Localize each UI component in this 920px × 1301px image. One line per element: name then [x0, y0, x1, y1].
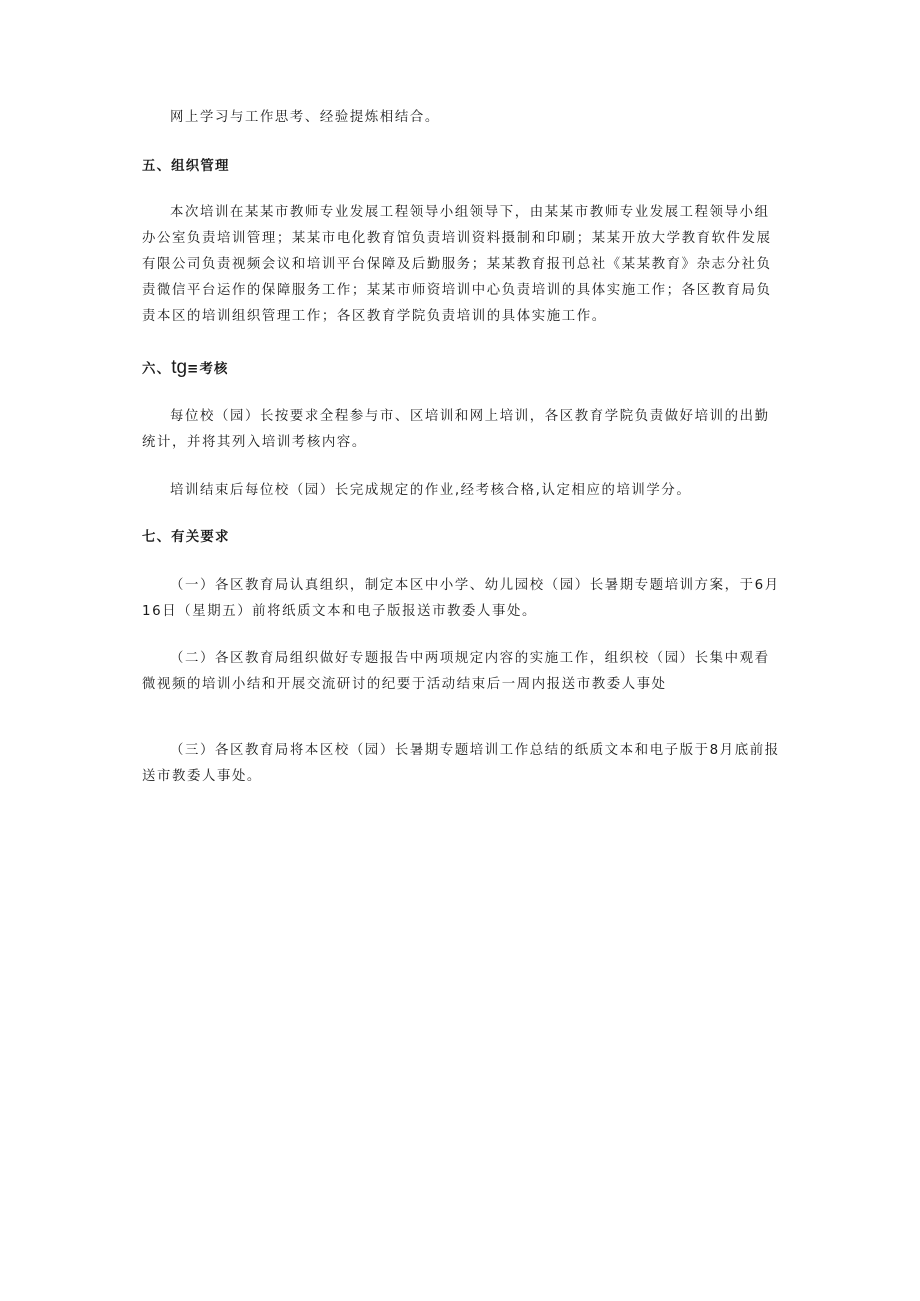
section-7-paragraph-2: （二）各区教育局组织做好专题报告中两项规定内容的实施工作，组织校（园）长集中观看微视频的培训小结和开展交流研讨的纪要于活动结束后一周内报送市教委人事处 [142, 651, 770, 692]
section-6-heading [142, 355, 782, 383]
section-6-heading-odd-glyphs: tg [171, 357, 188, 378]
section-6-heading-prefix: 六、 [142, 362, 172, 377]
section-5-paragraph-1: 本次培训在某某市教师专业发展工程领导小组领导下，由某某市教师专业发展工程领导小组办公室负责培训管理；某某市电化教育馆负责培训资料摄制和印刷；某某开放大学教育软件发展有限公司负责视频会议和培训平台保障及后勤服务；某某教育报刊总社《某某教育》杂志分社负责微信平台运作的保障服务工作；某某市师资培训中心负责培训的具体实施工作；各区教育局负责本区的培训组织管理工作；各区教育学院负责培训的具体实施工作。 [142, 205, 772, 324]
section-7-paragraph-1: （一）各区教育局认真组织，制定本区中小学、幼儿园校（园）长暑期专题培训方案，于6月16日（星期五）前将纸质文本和电子版报送市教委人事处。 [142, 578, 780, 619]
section-6-heading-suffix: 考核 [199, 362, 229, 377]
section-6-heading-mid: ≡ [187, 362, 200, 377]
section-7-heading: 七、有关要求 [142, 530, 230, 545]
section-6-paragraph-1: 每位校（园）长按要求全程参与市、区培训和网上培训，各区教育学院负责做好培训的出勤统计，并将其列入培训考核内容。 [142, 409, 770, 450]
section-7-paragraph-3: （三）各区教育局将本区校（园）长暑期专题培训工作总结的纸质文本和电子版于8月底前报送市教委人事处。 [142, 743, 780, 784]
section-5-heading: 五、组织管理 [142, 159, 230, 174]
intro-tail-paragraph: 网上学习与工作思考、经验提炼相结合。 [170, 110, 440, 125]
section-6-paragraph-2: 培训结束后每位校（园）长完成规定的作业,经考核合格,认定相应的培训学分。 [170, 483, 692, 498]
